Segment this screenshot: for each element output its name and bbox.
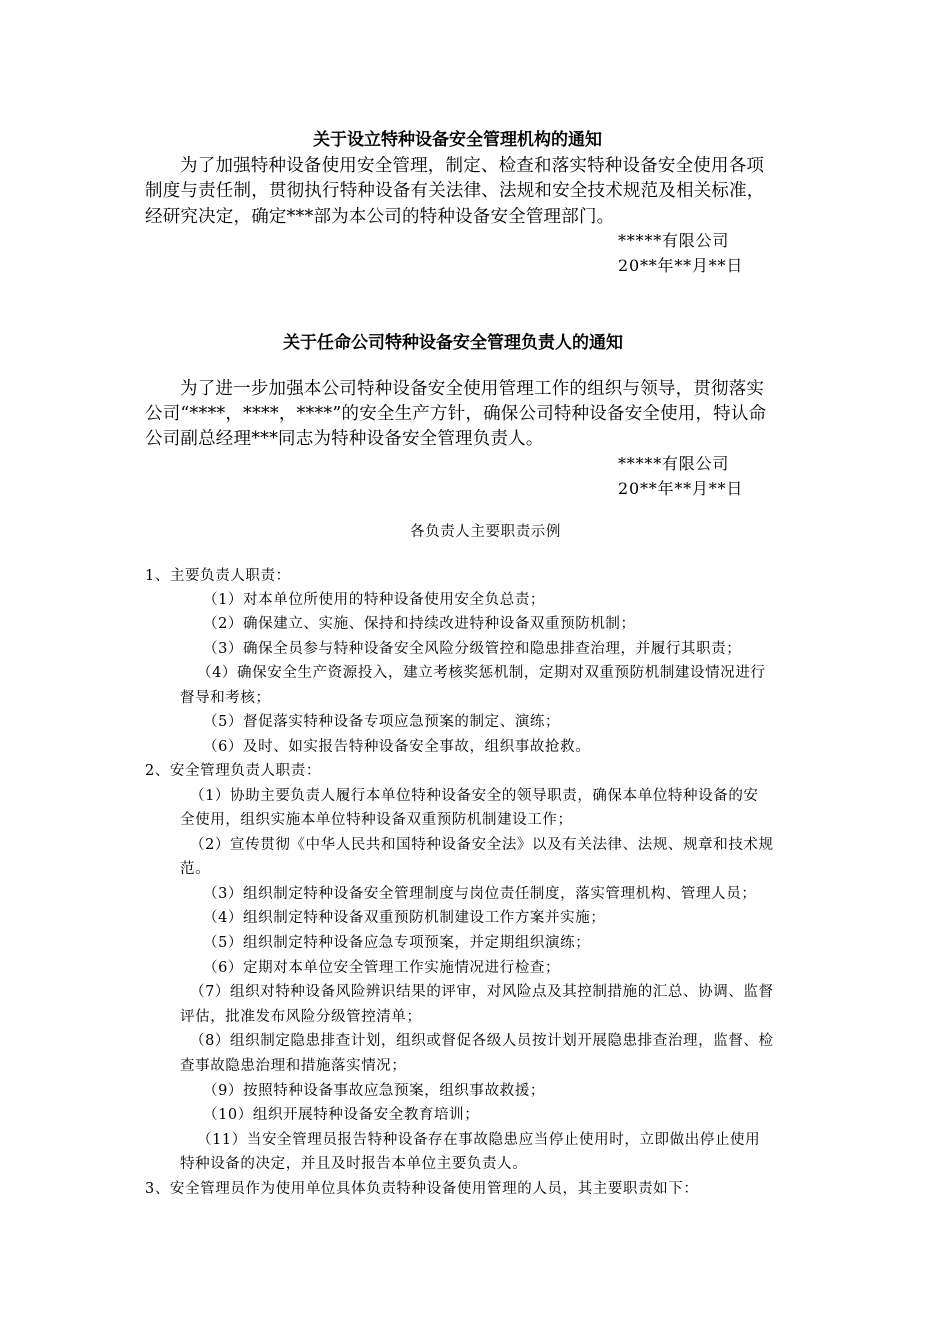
section2-item: （4）组织制定特种设备双重预防机制建设工作方案并实施； [203, 910, 606, 926]
duties-title: 各负责人主要职责示例 [410, 524, 561, 540]
notice1-date: 20**年**月**日 [618, 256, 744, 275]
notice2-company: *****有限公司 [618, 454, 730, 473]
notice1-title: 关于设立特种设备安全管理机构的通知 [313, 130, 602, 150]
section2-item: （9）按照特种设备事故应急预案，组织事故救援； [203, 1083, 546, 1099]
section1-item: （6）及时、如实报告特种设备安全事故，组织事故抢救。 [203, 739, 591, 755]
section2-item: （11）当安全管理员报告特种设备存在事故隐患应当停止使用时，立即做出停止使用 [197, 1132, 761, 1148]
notice1-line-3: 经研究决定，确定***部为本公司的特种设备安全管理部门。 [145, 207, 615, 227]
section2-item-cont: 特种设备的决定，并且及时报告本单位主要负责人。 [180, 1156, 528, 1172]
section1-item: （1）对本单位所使用的特种设备使用安全负总责； [203, 592, 546, 608]
section2-item: （3）组织制定特种设备安全管理制度与岗位责任制度，落实管理机构、管理人员； [203, 886, 757, 902]
section2-item: （1）协助主要负责人履行本单位特种设备安全的领导职责，确保本单位特种设备的安 [190, 788, 759, 804]
section1-item: （5）督促落实特种设备专项应急预案的制定、演练； [203, 714, 561, 730]
section2-heading: 2、安全管理负责人职责： [145, 763, 321, 779]
notice1-line-1: 为了加强特种设备使用安全管理，制定、检查和落实特种设备安全使用各项 [180, 156, 765, 176]
section2-item: （5）组织制定特种设备应急专项预案，并定期组织演练； [203, 935, 591, 951]
notice2-date: 20**年**月**日 [618, 479, 744, 498]
section1-item-cont: 督导和考核； [180, 690, 271, 706]
notice2-line-2: 公司“****，****，****”的安全生产方针，确保公司特种设备安全使用，特认命 [145, 404, 767, 424]
notice2-line-3: 公司副总经理***同志为特种设备安全管理负责人。 [145, 429, 544, 449]
section1-item: （4）确保安全生产资源投入，建立考核奖惩机制，定期对双重预防机制建设情况进行 [197, 665, 766, 681]
notice2-line-1: 为了进一步加强本公司特种设备安全使用管理工作的组织与领导，贯彻落实 [180, 379, 765, 399]
section2-item: （10）组织开展特种设备安全教育培训； [203, 1107, 480, 1123]
section1-item: （3）确保全员参与特种设备安全风险分级管控和隐患排查治理，并履行其职责； [203, 641, 742, 657]
notice1-line-2: 制度与责任制，贯彻执行特种设备有关法律、法规和安全技术规范及相关标准， [145, 181, 765, 201]
section2-item-cont: 全使用，组织实施本单位特种设备双重预防机制建设工作； [180, 812, 573, 828]
section2-item-cont: 评估，批准发布风险分级管控清单； [180, 1009, 422, 1025]
notice1-company: *****有限公司 [618, 231, 730, 250]
section2-item: （7）组织对特种设备风险辨识结果的评审，对风险点及其控制措施的汇总、协调、监督 [190, 984, 774, 1000]
section1-item: （2）确保建立、实施、保持和持续改进特种设备双重预防机制； [203, 616, 636, 632]
section2-item: （2）宣传贯彻《中华人民共和国特种设备安全法》以及有关法律、法规、规章和技术规 [190, 837, 774, 853]
section2-item: （6）定期对本单位安全管理工作实施情况进行检查； [203, 960, 561, 976]
section2-item-cont: 范。 [180, 861, 211, 877]
section2-item-cont: 查事故隐患治理和措施落实情况； [180, 1058, 407, 1074]
section3-heading: 3、安全管理员作为使用单位具体负责特种设备使用管理的人员，其主要职责如下： [145, 1181, 699, 1197]
notice2-title: 关于任命公司特种设备安全管理负责人的通知 [283, 333, 623, 353]
section2-item: （8）组织制定隐患排查计划，组织或督促各级人员按计划开展隐患排查治理，监督、检 [190, 1033, 774, 1049]
section1-heading: 1、主要负责人职责： [145, 568, 291, 584]
